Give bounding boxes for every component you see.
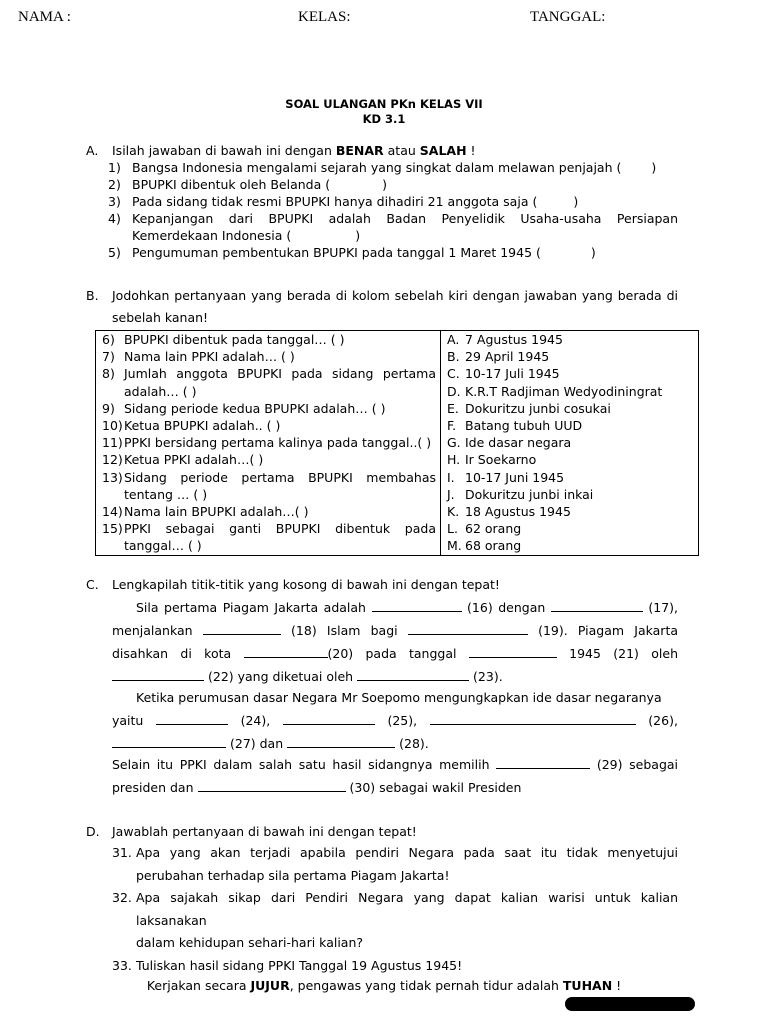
blank-21[interactable] — [469, 645, 557, 658]
table-row: 8) Jumlah anggota BPUPKI pada sidang pertama adalah… ( ) — [102, 366, 436, 399]
nama-label: NAMA : — [18, 9, 71, 25]
table-row: B. 29 April 1945 — [447, 349, 550, 365]
page-subtitle: KD 3.1 — [362, 112, 406, 126]
list-item: 33. Tuliskan hasil sidang PPKI Tanggal 19 Agustus 1945! — [112, 957, 463, 973]
matching-table — [95, 330, 699, 556]
table-row: J. Dokuritzu junbi inkai — [447, 486, 594, 502]
table-row: H. Ir Soekarno — [447, 452, 537, 468]
table-row: L. 62 orang — [447, 521, 522, 537]
blank-27[interactable] — [112, 735, 226, 748]
table-row: 12) Ketua PPKI adalah…( ) — [102, 452, 264, 468]
table-row: 6) BPUPKI dibentuk pada tanggal… ( ) — [102, 332, 345, 347]
blank-22[interactable] — [112, 668, 204, 681]
tanggal-label: TANGGAL: — [530, 9, 606, 25]
table-row: F. Batang tubuh UUD — [447, 418, 583, 434]
section-c-paragraph-3: Selain itu PPKI dalam salah satu hasil sidangnya memilih (29) sebagai presiden dan (30) sebagai wakil Presiden — [112, 757, 679, 795]
section-b-instruction: Jodohkan pertanyaan yang berada di kolom sebelah kiri dengan jawaban yang berada di sebelah kanan! — [112, 288, 678, 325]
section-a-list — [108, 159, 678, 261]
table-row: 7) Nama lain PPKI adalah… ( ) — [102, 349, 295, 365]
section-c-paragraph-1: Sila pertama Piagam Jakarta adalah (16) dengan (17), menjalankan (18) Islam bagi (19). Piagam Jakarta disahkan di kota (20) pada tanggal 1945 (21) oleh (22) yang diketuai oleh (23). — [112, 600, 678, 684]
blank-23[interactable] — [357, 668, 469, 681]
table-row: 9) Sidang periode kedua BPUPKI adalah… ( ) — [102, 400, 386, 416]
table-row: M. 68 orang — [447, 538, 522, 554]
table-row: G. Ide dasar negara — [447, 435, 572, 451]
section-c-instruction: Lengkapilah titik-titik yang kosong di bawah ini dengan tepat! — [112, 577, 500, 592]
table-row: 13) Sidang periode pertama BPUPKI membahas tentang … ( ) — [102, 469, 436, 502]
blank-26[interactable] — [430, 712, 636, 725]
section-d-letter: D. — [86, 824, 100, 839]
list-item: 4) Kepanjangan dari BPUPKI adalah Badan Penyelidik Usaha-usaha Persiapan Kemerdekaan Indonesia ( ) — [108, 211, 678, 243]
list-item: 1) Bangsa Indonesia mengalami sejarah yang singkat dalam melawan penjajah ( ) — [108, 160, 657, 175]
blank-20[interactable] — [244, 645, 328, 658]
section-a-letter: A. — [86, 143, 99, 158]
blank-18[interactable] — [203, 622, 281, 635]
footer-decoration-bar — [565, 997, 695, 1011]
header-fields — [0, 9, 768, 29]
section-b-letter: B. — [86, 288, 99, 303]
section-c-letter: C. — [86, 577, 99, 592]
list-item: 2) BPUPKI dibentuk oleh Belanda ( ) — [108, 177, 388, 192]
section-d-instruction: Jawablah pertanyaan di bawah ini dengan tepat! — [112, 824, 417, 839]
section-c-paragraph-2: Ketika perumusan dasar Negara Mr Soepomo mengungkapkan ide dasar negaranya yaitu (24), (25), (26), (27) dan (28). — [112, 690, 678, 751]
list-item: 32. Apa sajakah sikap dari Pendiri Negara yang dapat kalian warisi untuk kalian laksanakan dalam kehidupan sehari-hari kalian? — [112, 890, 678, 950]
section-a-instruction: Isilah jawaban di bawah ini dengan BENAR atau SALAH ! — [112, 143, 476, 158]
page-title: SOAL ULANGAN PKn KELAS VII — [285, 97, 483, 111]
blank-17[interactable] — [551, 599, 643, 612]
blank-30[interactable] — [198, 779, 346, 792]
questions-column — [96, 331, 441, 556]
table-row: C. 10-17 Juli 1945 — [447, 366, 560, 382]
table-row: 14) Nama lain BPUPKI adalah…( ) — [102, 504, 309, 520]
list-item: 3) Pada sidang tidak resmi BPUPKI hanya dihadiri 21 anggota saja ( ) — [108, 194, 579, 209]
table-row: K. 18 Agustus 1945 — [447, 504, 571, 520]
table-row: 11) PPKI bersidang pertama kalinya pada tanggal..( ) — [102, 435, 432, 451]
table-row: A. 7 Agustus 1945 — [447, 332, 563, 347]
blank-24[interactable] — [156, 712, 228, 725]
blank-29[interactable] — [496, 756, 590, 769]
section-d-list — [112, 842, 678, 977]
footer-note: Kerjakan secara JUJUR, pengawas yang tidak pernah tidur adalah TUHAN ! — [146, 978, 622, 993]
list-item: 31. Apa yang akan terjadi apabila pendiri Negara pada saat itu tidak menyetujui perubahan terhadap sila pertama Piagam Jakarta! — [112, 845, 678, 883]
answers-column — [441, 331, 699, 556]
blank-25[interactable] — [283, 712, 375, 725]
table-row: D. K.R.T Radjiman Wedyodiningrat — [447, 383, 663, 399]
blank-19[interactable] — [408, 622, 528, 635]
list-item: 5) Pengumuman pembentukan BPUPKI pada tanggal 1 Maret 1945 ( ) — [108, 245, 596, 260]
table-row: 10) Ketua BPUPKI adalah.. ( ) — [102, 418, 281, 434]
table-row: I. 10-17 Juni 1945 — [447, 469, 565, 485]
table-row: 15) PPKI sebagai ganti BPUPKI dibentuk pada tanggal… ( ) — [102, 521, 436, 554]
kelas-label: KELAS: — [298, 9, 351, 25]
blank-16[interactable] — [372, 599, 462, 612]
table-row: E. Dokuritzu junbi cosukai — [447, 400, 611, 416]
blank-28[interactable] — [287, 735, 395, 748]
